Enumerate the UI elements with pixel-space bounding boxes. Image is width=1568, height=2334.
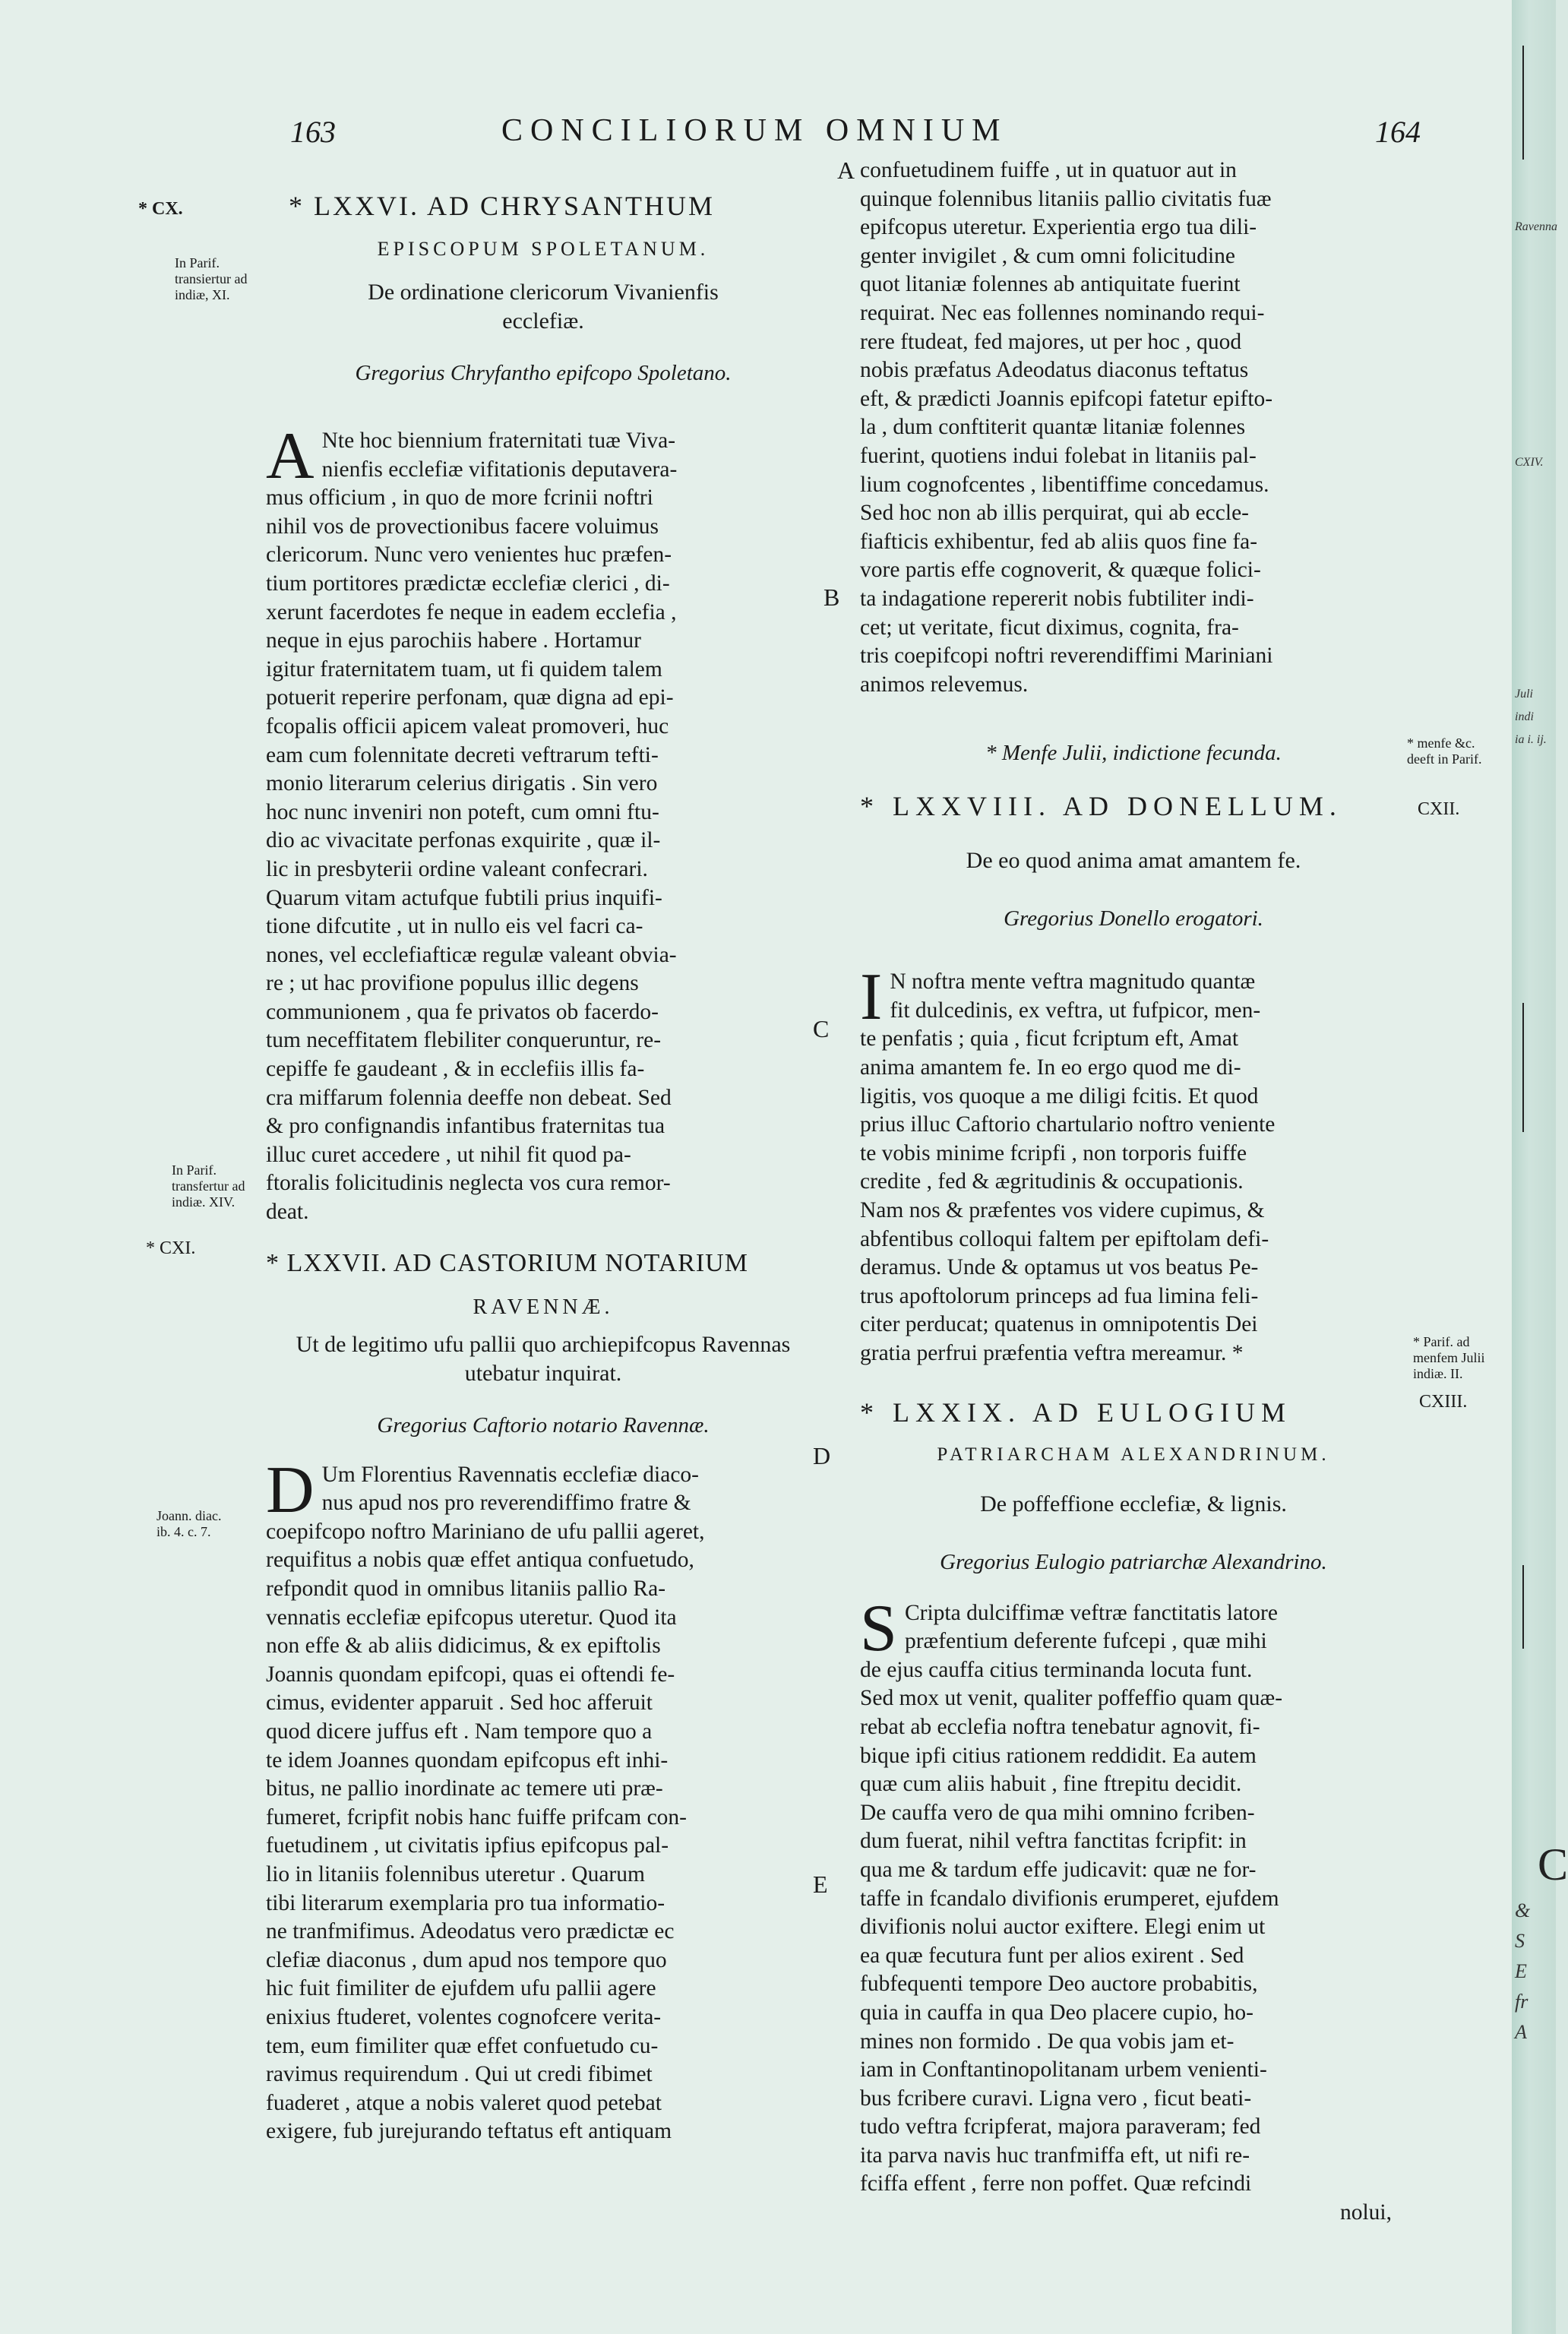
text-line: præfentium deferente fufcepi , quæ mihi: [904, 1629, 1267, 1654]
text-line: genter invigilet , & cum omni folicitudine: [860, 243, 1236, 268]
text-line: citer perducat; quatenus in omnipotentis Dei: [860, 1312, 1258, 1337]
text-line: Nte hoc biennium fraternitati tuæ Viva-: [321, 429, 676, 453]
text-line: cepiffe fe gaudeant , & in ecclefiis illis fa-: [266, 1057, 645, 1082]
gutter-fragment: E: [1515, 1960, 1527, 1982]
margin-note-line: transfertur ad: [172, 1178, 245, 1194]
section-letter: C: [813, 1015, 830, 1042]
text-line: lio in litaniis folennibus uteretur . Quarum: [266, 1861, 645, 1886]
margin-note-line: * Parif. ad: [1413, 1334, 1470, 1349]
margin-note-line: indiæ, XI.: [175, 287, 230, 302]
text-line: mus officium , in quo de more fcrinii noftri: [266, 485, 653, 511]
text-line: tium portitores prædictæ ecclefiæ clerici , di-: [266, 571, 670, 596]
text-line: nihil vos de provectionibus facere voluimus: [266, 514, 659, 539]
adjacent-page-edge: [1512, 0, 1556, 2334]
text-line: deat.: [266, 1200, 309, 1225]
text-line: ne tranfmifimus. Adeodatus vero prædictæ ec: [266, 1919, 675, 1944]
gutter-fragment: CXIV.: [1515, 456, 1544, 469]
letter-address-77: Gregorius Caftorio notario Ravennæ.: [377, 1412, 710, 1437]
letter-heading-79: * LXXIX. AD EULOGIUM: [860, 1396, 1291, 1428]
text-line: fuetudinem , ut civitatis ipfius epifcopus pal-: [266, 1833, 669, 1858]
gutter-fragment: indi: [1515, 710, 1534, 723]
letter-subheading-76: EPISCOPUM SPOLETANUM.: [377, 238, 710, 260]
text-line: mines non formido . De qua vobis jam et-: [860, 2029, 1234, 2054]
text-line: qua me & tardum effe judicavit: quæ ne for-: [860, 1857, 1257, 1882]
text-line: coepifcopo noftro Mariniano de ufu pallii ageret,: [266, 1519, 705, 1544]
drop-cap: S: [860, 1591, 897, 1665]
drop-cap: D: [266, 1453, 315, 1527]
margin-note: [172, 1162, 245, 1210]
text-line: tudo veftra fcripferat, majora paraveram; fed: [860, 2114, 1261, 2140]
gutter-rule: [1522, 1565, 1524, 1649]
text-line: quot litaniæ folennes ab antiquitate fuerint: [860, 272, 1241, 297]
drop-cap: I: [860, 960, 883, 1035]
text-line: la , dum conftiterit quantæ litaniæ folennes: [860, 415, 1246, 440]
text-line: fit dulcedinis, ex veftra, ut fufpicor, men-: [890, 998, 1261, 1023]
text-line: bus fcribere curavi. Ligna vero , ficut beati-: [860, 2086, 1252, 2111]
letter-number-cxii: CXII.: [1418, 799, 1460, 819]
text-line: nienfis ecclefiæ vifitationis deputavera-: [321, 457, 678, 482]
text-line: lium cognofcentes , libentiffime concedamus.: [860, 472, 1269, 497]
letter-number-cxiii: CXIII.: [1419, 1392, 1468, 1412]
text-line: lic in presbyterii ordine valeant confecrari.: [266, 856, 648, 881]
text-line: refpondit quod in omnibus litaniis pallio Ra-: [266, 1577, 666, 1601]
margin-note-line: menfem Julii: [1413, 1350, 1485, 1365]
gutter-rule: [1522, 46, 1524, 160]
text-line: N noftra mente veftra magnitudo quantæ: [890, 969, 1256, 995]
text-line: rere ftudeat, fed majores, ut per hoc , quod: [860, 329, 1242, 354]
text-line: enixius ftuderet, volentes cognofcere verita-: [266, 2004, 662, 2029]
text-line: rebat ab ecclefia noftra tenebatur agnovit, fi-: [860, 1714, 1260, 1739]
text-line: vore partis effe cognoverit, & quæque folici-: [860, 558, 1261, 583]
text-line: requifitus a nobis quæ effet antiqua confuetudo,: [266, 1548, 694, 1573]
text-line: bique ipfi citius rationem reddidit. Ea autem: [860, 1743, 1257, 1768]
text-line: ftoralis folicitudinis neglecta vos cura remor-: [266, 1171, 671, 1196]
text-line: quia in cauffa in qua Deo placere cupio, ho-: [860, 2000, 1253, 2025]
text-line: tum neceffitatem flebiliter conqueruntur, re-: [266, 1028, 662, 1053]
letter-subtitle-77: Ut de legitimo ufu pallii quo archiepifcopus Ravennas utebatur inquirat.: [296, 1331, 791, 1386]
text-line: cimus, evidenter apparuit . Sed hoc afferuit: [266, 1690, 653, 1716]
text-line: Um Florentius Ravennatis ecclefiæ diaco-: [321, 1462, 700, 1487]
left-page-number: 163: [290, 115, 336, 149]
text-line: fciffa effent , ferre non poffet. Quæ refcindi: [860, 2171, 1252, 2196]
text-line: hoc nunc inveniri non poteft, cum omni ftu-: [266, 799, 659, 824]
text-line: quod dicere juffus eft . Nam tempore quo a: [266, 1719, 653, 1744]
text-line: vennatis ecclefiæ epifcopus uteretur. Quod ita: [266, 1605, 677, 1630]
gutter-fragment: C: [1538, 1839, 1568, 1890]
text-line: nus apud nos pro reverendiffimo fratre &: [321, 1491, 691, 1516]
text-line: xerunt facerdotes fe neque in eadem ecclefia ,: [266, 599, 677, 625]
text-line: Quarum vitam actufque fubtili prius inquifi-: [266, 885, 662, 910]
margin-note: [156, 1508, 221, 1540]
text-line: nobis præfatus Adeodatus diaconus teftatus: [860, 358, 1249, 383]
left-column: [266, 182, 820, 2146]
gutter-fragment: S: [1515, 1930, 1525, 1952]
text-line: tris coepifcopi noftri reverendiffimi Mariniani: [860, 644, 1273, 669]
right-column: [860, 157, 1407, 2228]
section-letter: D: [813, 1442, 831, 1469]
text-line: prius illuc Caftorio chartulario noftro veniente: [860, 1112, 1276, 1137]
letter-heading-76: * LXXVI. AD CHRYSANTHUM: [289, 191, 716, 221]
text-line: fubfequenti tempore Deo auctore probabitis,: [860, 1972, 1258, 1997]
text-line: quæ cum aliis habuit , fine ftrepitu decidit.: [860, 1772, 1242, 1797]
text-line: cra miffarum folennia deeffe non debeat. Sed: [266, 1085, 672, 1110]
margin-note-line: Joann. diac.: [156, 1508, 222, 1523]
text-line: tibi literarum exemplaria pro tua informatio-: [266, 1890, 665, 1915]
text-line: bitus, ne pallio inordinate ac temere uti præ-: [266, 1776, 663, 1801]
gutter-fragment: Ravenna: [1515, 220, 1557, 233]
text-line: dum fuerat, nihil veftra fanctitas fcripfit: in: [860, 1829, 1247, 1854]
margin-note-line: In Parif.: [175, 255, 220, 270]
gutter-fragment: Juli: [1515, 688, 1533, 701]
text-line: tione difcutite , ut in nullo eis vel facri ca-: [266, 914, 643, 939]
text-line: anima amantem fe. In eo ergo quod me di-: [860, 1055, 1241, 1080]
text-line: Joannis quondam epifcopi, quas ei oftendi fe-: [266, 1662, 675, 1687]
section-letter: A: [837, 157, 855, 184]
text-line: nones, vel ecclefiafticæ regulæ valeant obvia-: [266, 942, 677, 967]
text-line: exigere, fub jurejurando teftatus eft antiquam: [266, 2119, 672, 2144]
text-line: animos relevemus.: [860, 672, 1029, 697]
text-line: hic fuit fimiliter de ejufdem ufu pallii agere: [266, 1976, 656, 2001]
text-line: Nam nos & præfentes vos videre cupimus, &: [860, 1198, 1265, 1223]
letter-body-79: [860, 1591, 1407, 2199]
letter-subheading-77: RAVENNÆ.: [473, 1295, 614, 1319]
margin-note-line: ib. 4. c. 7.: [156, 1524, 211, 1539]
text-line: de ejus cauffa citius terminanda locuta funt.: [860, 1657, 1253, 1682]
text-line: Sed hoc non ab illis perquirat, qui ab eccle-: [860, 501, 1249, 526]
margin-note-line: indiæ. II.: [1413, 1366, 1463, 1381]
text-line: De cauffa vero de qua mihi omnino fcriben-: [860, 1800, 1255, 1825]
text-line: fumeret, fcripfit nobis hanc fuiffe prifcam con-: [266, 1804, 687, 1830]
margin-note-line: In Parif.: [172, 1162, 217, 1178]
text-line: & pro confignandis infantibus fraternitas tua: [266, 1114, 665, 1139]
letter-address-78: Gregorius Donello erogatori.: [1004, 906, 1263, 931]
text-line: ravimus requirendum . Qui ut credi fibimet: [266, 2062, 653, 2087]
text-line: credite , fed & ægritudinis & occupationis.: [860, 1169, 1244, 1194]
letter-number-cxi: * CXI.: [146, 1238, 196, 1258]
text-line: ita parva navis huc tranfmiffa eft, ut nifi re-: [860, 2143, 1250, 2168]
text-line: igitur fraternitatem tuam, ut fi quidem talem: [266, 656, 662, 682]
text-line: clefiæ diaconus , dum apud nos tempore quo: [266, 1947, 667, 1972]
drop-cap: A: [266, 419, 315, 493]
right-page-number: 164: [1375, 115, 1421, 149]
text-line: monio literarum celerius dirigatis . Sin vero: [266, 771, 658, 796]
letter-subtitle-79: De poffeffione ecclefiæ, & lignis.: [980, 1491, 1287, 1516]
text-line: divifionis nolui auctor exiftere. Elegi enim ut: [860, 1915, 1266, 1940]
margin-note-line: indiæ. XIV.: [172, 1194, 236, 1210]
text-line: Sed mox ut venit, qualiter poffeffio quam quæ-: [860, 1686, 1283, 1711]
text-line: abfentibus colloqui faltem per epiftolam defi-: [860, 1226, 1269, 1251]
gutter-fragment: &: [1515, 1899, 1531, 1921]
letter-subtitle-78: De eo quod anima amat amantem fe.: [966, 848, 1301, 874]
letter-address-79: Gregorius Eulogio patriarchæ Alexandrino.: [940, 1549, 1327, 1574]
margin-note-line: transiertur ad: [175, 271, 248, 286]
gutter-fragment: ia i. ij.: [1515, 733, 1547, 746]
text-line: ea quæ fecutura funt per alios exirent . Sed: [860, 1943, 1244, 1968]
gutter-rule: [1522, 1003, 1524, 1132]
text-line: requirat. Nec eas follennes nominando requi-: [860, 300, 1265, 325]
letter-heading-78: * LXXVIII. AD DONELLUM.: [860, 791, 1342, 822]
text-line: non effe & ab aliis didicimus, & ex epiftolis: [266, 1633, 661, 1659]
letter-subtitle-76: De ordinatione clericorum Vivanienfis ecclefiæ.: [368, 280, 719, 334]
letter-heading-77: * LXXVII. AD CASTORIUM NOTARIUM: [266, 1248, 748, 1277]
letter-subheading-79: PATRIARCHAM ALEXANDRINUM.: [937, 1444, 1330, 1465]
text-line: Cripta dulciffimæ veftræ fanctitatis latore: [904, 1600, 1278, 1625]
text-line: confuetudinem fuiffe , ut in quatuor aut in: [860, 158, 1237, 182]
margin-note-line: * menfe &c.: [1407, 735, 1475, 751]
text-line: te penfatis ; quia , ficut fcriptum eft, Amat: [860, 1026, 1239, 1052]
text-line: fcopalis officii apicem valeat promoveri, huc: [266, 713, 669, 738]
letter-address-76: Gregorius Chryfantho epifcopo Spoletano.: [355, 361, 732, 385]
text-line: potuerit reperire perfonam, quæ digna ad epi-: [266, 685, 674, 710]
text-line: neque in ejus parochiis habere . Hortamur: [266, 628, 641, 653]
text-line: quinque folennibus litaniis pallio civitatis fuæ: [860, 186, 1272, 211]
text-line: trus apoftolorum princeps ad fua limina feli-: [860, 1283, 1259, 1308]
text-line: iam in Conftantinopolitanam urbem venienti-: [860, 2057, 1267, 2083]
running-title: CONCILIORUM OMNIUM: [501, 113, 1008, 148]
text-line: te vobis minime fcripfi , non torporis fuiffe: [860, 1140, 1247, 1165]
text-line: ligitis, vos quoque a me diligi fcitis. Et quod: [860, 1083, 1259, 1108]
margin-note-right: [1407, 735, 1481, 767]
text-line: fuerint, quotiens indui folebat in litaniis pal-: [860, 443, 1257, 468]
text-line: fuaderet , atque a nobis valeret quod petebat: [266, 2090, 662, 2115]
text-line: re ; ut hac provifione populus illic degens: [266, 971, 639, 996]
gutter-fragment: A: [1515, 2021, 1527, 2043]
margin-note-right: [1413, 1334, 1484, 1382]
text-line: clericorum. Nunc vero venientes huc præfen-: [266, 542, 672, 568]
letter-number-cx: * CX.: [138, 199, 183, 219]
letter-body-78: [860, 960, 1407, 1368]
text-line: fiafticis exhibentur, fed ab aliis quos fine fa-: [860, 529, 1258, 554]
text-line: dio ac vivacitate perfonas exquirite , quæ il-: [266, 828, 661, 853]
date-line: * Menfe Julii, indictione fecunda.: [985, 741, 1282, 766]
text-line: eam cum folennitate decreti veftrarum tefti-: [266, 742, 659, 767]
text-line: gratia perfrui præfentia veftra mereamur. *: [860, 1341, 1244, 1365]
text-line: deramus. Unde & optamus ut vos beatus Pe-: [860, 1255, 1259, 1280]
text-line: taffe in fcandalo divifionis erumperet, ejufdem: [860, 1886, 1279, 1911]
section-letter: B: [824, 584, 840, 611]
text-line: communionem , qua fe privatos ob facerdo-: [266, 999, 659, 1024]
text-line: tem, eum fimiliter quæ effet confuetudo cu-: [266, 2033, 659, 2058]
catchword: nolui,: [1339, 2200, 1392, 2225]
text-line: te idem Joannes quondam epifcopus eft inhi-: [266, 1747, 669, 1773]
text-line: ta indagatione repererit nobis fubtiliter indi-: [860, 586, 1254, 611]
text-line: illuc curet accedere , ut nihil fit quod pa-: [266, 1142, 631, 1167]
margin-note-line: deeft in Parif.: [1407, 751, 1482, 767]
letter-body-77: [266, 1453, 820, 2146]
section-letter: E: [813, 1871, 828, 1898]
text-line: cet; ut veritate, ficut diximus, cognita, fra-: [860, 615, 1239, 640]
continuation-text: [860, 157, 1407, 699]
text-line: eft, & prædicti Joannis epifcopi fatetur epifto-: [860, 386, 1273, 411]
gutter-fragment: fr: [1515, 1991, 1528, 2013]
text-line: epifcopus uteretur. Experientia ergo tua dili-: [860, 215, 1257, 240]
margin-note: [175, 255, 247, 303]
letter-body-76: [266, 419, 820, 1227]
